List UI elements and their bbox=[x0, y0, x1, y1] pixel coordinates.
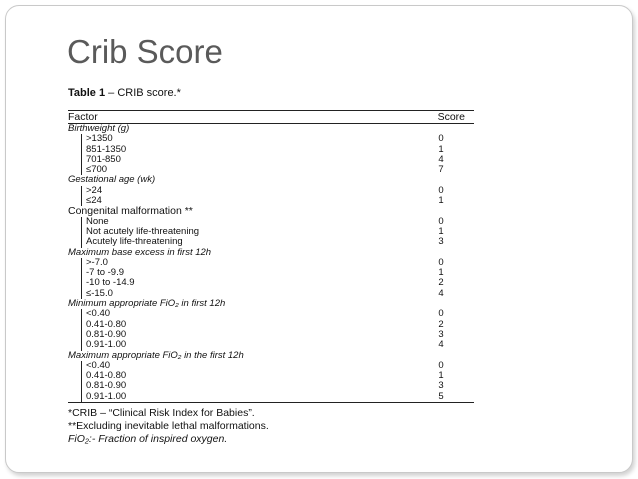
factor-group bbox=[68, 351, 474, 402]
factor-group bbox=[68, 299, 474, 350]
row-score: 0 bbox=[438, 359, 444, 371]
footnote-crib: *CRIB – “Clinical Risk Index for Babies”. bbox=[68, 407, 255, 419]
factor-category-label: Birthweight (g) bbox=[68, 123, 130, 134]
table-row bbox=[68, 278, 474, 288]
row-score: 2 bbox=[438, 277, 444, 289]
table-row bbox=[68, 145, 474, 155]
row-score: 0 bbox=[438, 133, 444, 145]
table-row bbox=[68, 361, 474, 371]
factor-category-row bbox=[68, 248, 474, 258]
row-score: 1 bbox=[438, 225, 444, 237]
row-score: 3 bbox=[438, 236, 444, 248]
row-score: 4 bbox=[438, 339, 444, 351]
row-label: <0.40 bbox=[86, 359, 111, 371]
row-label: 701-850 bbox=[86, 153, 121, 165]
table-row bbox=[68, 134, 474, 144]
row-label: ≤700 bbox=[86, 164, 108, 176]
row-label: 0.41-0.80 bbox=[86, 370, 127, 382]
factor-category-row bbox=[68, 351, 474, 361]
row-label: 0.81-0.90 bbox=[86, 328, 127, 340]
row-score: 2 bbox=[438, 318, 444, 330]
table-row bbox=[68, 186, 474, 196]
row-score: 0 bbox=[438, 256, 444, 268]
row-label: >-7.0 bbox=[86, 256, 108, 268]
table-row bbox=[68, 330, 474, 340]
factor-category-row bbox=[68, 175, 474, 185]
row-label: ≤24 bbox=[86, 195, 102, 207]
row-label: <0.40 bbox=[86, 308, 111, 320]
table-caption-label: Table 1 bbox=[68, 87, 106, 99]
factor-group bbox=[68, 175, 474, 206]
row-label: 0.91-1.00 bbox=[86, 339, 127, 351]
table-header-row bbox=[68, 111, 474, 123]
slide-title: Crib Score bbox=[67, 33, 223, 70]
table-row bbox=[68, 258, 474, 268]
row-label: None bbox=[86, 215, 109, 227]
row-label: 0.91-1.00 bbox=[86, 390, 127, 402]
header-factor: Factor bbox=[68, 111, 98, 123]
footnotes bbox=[68, 407, 269, 446]
table-row bbox=[68, 392, 474, 402]
row-label: ≤-15.0 bbox=[86, 287, 113, 299]
row-label: >24 bbox=[86, 184, 103, 196]
table-row bbox=[68, 309, 474, 319]
table-bottom-rule bbox=[68, 402, 474, 403]
row-score: 1 bbox=[438, 195, 444, 207]
row-label: -10 to -14.9 bbox=[86, 277, 135, 289]
factor-category-label: Maximum appropriate FiO₂ in the first 12h bbox=[68, 349, 244, 361]
table-caption-text: – CRIB score.* bbox=[105, 87, 181, 99]
row-label: 0.41-0.80 bbox=[86, 318, 127, 330]
factor-group bbox=[68, 124, 474, 175]
footnote-fio2: FiO₂:- Fraction of inspired oxygen. bbox=[68, 433, 228, 445]
factor-category-label: Congenital malformation ** bbox=[68, 205, 193, 218]
crib-table bbox=[68, 110, 474, 403]
row-score: 7 bbox=[438, 164, 444, 176]
row-score: 4 bbox=[438, 287, 444, 299]
row-score: 1 bbox=[438, 267, 444, 279]
row-score: 0 bbox=[438, 184, 444, 196]
row-score: 0 bbox=[438, 215, 444, 227]
factor-group bbox=[68, 206, 474, 247]
row-score: 5 bbox=[438, 390, 444, 402]
row-label: 851-1350 bbox=[86, 143, 127, 155]
row-label: Acutely life-threatening bbox=[86, 236, 183, 248]
table-body bbox=[68, 124, 474, 402]
row-score: 0 bbox=[438, 308, 444, 320]
factor-category-row bbox=[68, 206, 474, 216]
row-label: 0.81-0.90 bbox=[86, 380, 127, 392]
row-score: 3 bbox=[438, 328, 444, 340]
factor-category-label: Maximum base excess in first 12h bbox=[68, 246, 212, 258]
row-score: 1 bbox=[438, 143, 444, 155]
row-score: 3 bbox=[438, 380, 444, 392]
table-row bbox=[68, 371, 474, 381]
table-caption bbox=[68, 87, 181, 99]
header-score: Score bbox=[437, 111, 465, 123]
footnote-malformations: **Excluding inevitable lethal malformations. bbox=[68, 420, 269, 432]
row-label: -7 to -9.9 bbox=[86, 267, 125, 279]
row-label: Not acutely life-threatening bbox=[86, 225, 200, 237]
factor-category-label: Minimum appropriate FiO₂ in first 12h bbox=[68, 298, 226, 310]
row-score: 1 bbox=[438, 370, 444, 382]
table-row bbox=[68, 381, 474, 391]
table-row bbox=[68, 340, 474, 350]
table-row bbox=[68, 155, 474, 165]
factor-category-row bbox=[68, 124, 474, 134]
factor-category-row bbox=[68, 299, 474, 309]
row-score: 4 bbox=[438, 153, 444, 165]
table-row bbox=[68, 320, 474, 330]
factor-category-label: Gestational age (wk) bbox=[68, 174, 156, 186]
factor-group bbox=[68, 248, 474, 299]
row-label: >1350 bbox=[86, 133, 113, 145]
